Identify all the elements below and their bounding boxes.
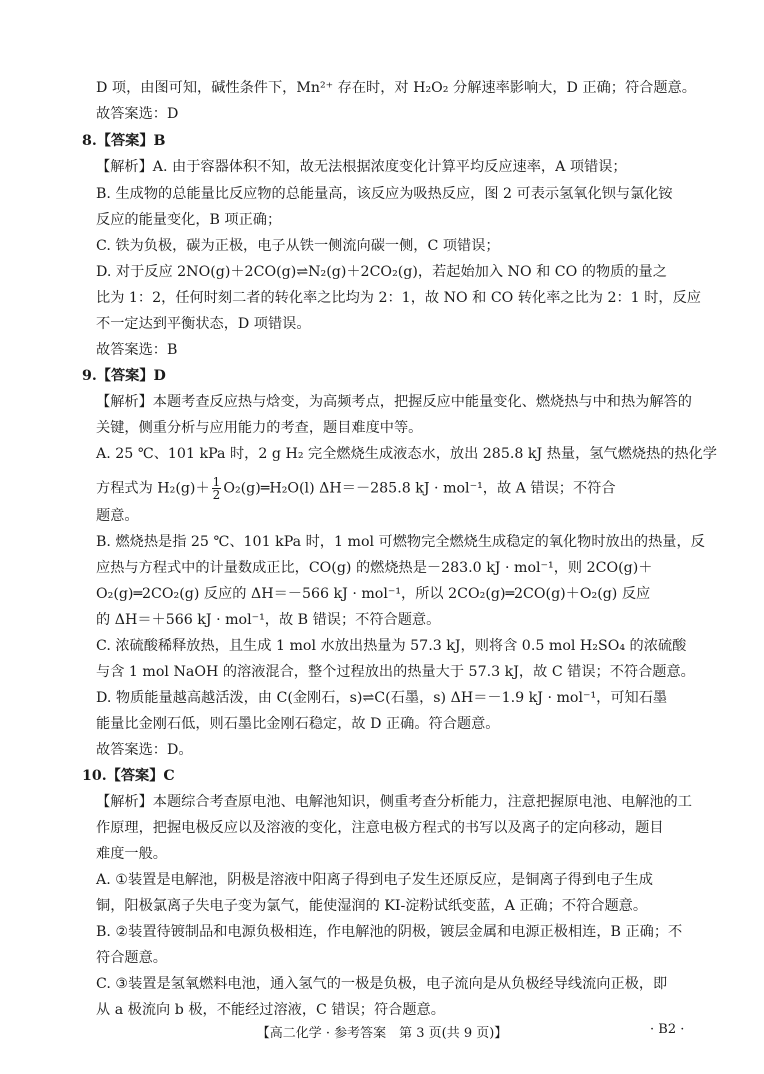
text-line: O₂(g)═2CO₂(g) 反应的 ΔH＝－566 kJ · mol⁻¹，所以 2CO₂(g)═2CO(g)＋O₂(g) 反应 [96, 586, 651, 602]
text-line: 关键，侧重分析与应用能力的考查，题目难度中等。 [96, 420, 423, 436]
text-line: 故答案选：B [96, 342, 178, 358]
text-line: 难度一般。 [96, 846, 167, 862]
text-line: 题意。 [96, 508, 139, 524]
text-line: 的 ΔH＝＋566 kJ · mol⁻¹，故 B 错误；不符合题意。 [96, 612, 441, 628]
text-line: 应热与方程式中的计量数成正比，CO(g) 的燃烧热是－283.0 kJ · mol⁻¹，则 2CO(g)＋ [96, 560, 653, 576]
text-line: A. 25 ℃、101 kPa 时，2 g H₂ 完全燃烧生成液态水，放出 285.8 kJ 热量，氢气燃烧热的热化学 [96, 446, 717, 462]
text-line: 符合题意。 [96, 950, 167, 966]
text-line: 8.【答案】B [82, 133, 166, 149]
text-line: D. 物质能量越高越活泼，由 C(金刚石，s)⇌C(石墨，s) ΔH＝－1.9 kJ · mol⁻¹，可知石墨 [96, 690, 668, 706]
footer-page-info: 【高二化学 · 参考答案 第 3 页(共 9 页)】 [256, 1026, 508, 1041]
text-line: D 项，由图可知，碱性条件下，Mn²⁺ 存在时，对 H₂O₂ 分解速率影响大，D 正确；符合题意。 [96, 80, 696, 96]
text-line: 与含 1 mol NaOH 的溶液混合，整个过程放出的热量大于 57.3 kJ，故 C 错误；不符合题意。 [96, 664, 695, 680]
text-line: B. 生成物的总能量比反应物的总能量高，该反应为吸热反应，图 2 可表示氢氧化钡与氯化铵 [96, 186, 673, 202]
text-line: 【解析】本题考查反应热与焓变，为高频考点，把握反应中能量变化、燃烧热与中和热为解答的 [96, 394, 692, 410]
text-line: 方程式为 H₂(g)＋ $\frac{1}{2}$ O₂(g)═H₂O(l) ΔH＝－285.8 kJ · mol⁻¹，故 A 错误；不符合 [96, 475, 616, 502]
text-line: 故答案选：D。 [96, 742, 193, 758]
text-line: 从 a 极流向 b 极，不能经过溶液，C 错误；符合题意。 [96, 1002, 445, 1018]
text-line: 铜，阳极氯离子失电子变为氯气，能使湿润的 KI-淀粉试纸变蓝，A 正确；不符合题意。 [96, 898, 648, 914]
text-line: 比为 1：2，任何时刻二者的转化率之比均为 2：1，故 NO 和 CO 转化率之比为 2：1 时，反应 [96, 290, 701, 306]
text-line: 能量比金刚石低，则石墨比金刚石稳定，故 D 正确。符合题意。 [96, 716, 500, 732]
text-line: 故答案选：D [96, 106, 179, 122]
text-line: B. 燃烧热是指 25 ℃、101 kPa 时，1 mol 可燃物完全燃烧生成稳定的氧化物时放出的热量，反 [96, 534, 705, 550]
text-line: C. 浓硫酸稀释放热，且生成 1 mol 水放出热量为 57.3 kJ，则将含 0.5 mol H₂SO₄ 的浓硫酸 [96, 638, 687, 654]
text-line: C. ③装置是氢氧燃料电池，通入氢气的一极是负极，电子流向是从负极经导线流向正极，即 [96, 976, 668, 992]
text-line: 【解析】A. 由于容器体积不知，故无法根据浓度变化计算平均反应速率，A 项错误； [96, 159, 627, 175]
text-line: 【解析】本题综合考查原电池、电解池知识，侧重考查分析能力，注意把握原电池、电解池的工 [96, 794, 692, 810]
text-line: 作原理，把握电极反应以及溶液的变化，注意电极方程式的书写以及离子的定向移动，题目 [96, 820, 664, 836]
text-line: A. ①装置是电解池，阴极是溶液中阳离子得到电子发生还原反应，是铜离子得到电子生成 [96, 872, 653, 888]
text-line: C. 铁为负极，碳为正极，电子从铁一侧流向碳一侧，C 项错误； [96, 238, 500, 254]
footer-code: · B2 · [650, 1022, 685, 1037]
text-line: B. ②装置待镀制品和电源负极相连，作电解池的阴极，镀层金属和电源正极相连，B 正确；不 [96, 924, 683, 940]
text-line: 9.【答案】D [82, 368, 166, 384]
text-line: 反应的能量变化，B 项正确； [96, 212, 282, 228]
text-line: 不一定达到平衡状态，D 项错误。 [96, 316, 311, 332]
text-line: D. 对于反应 2NO(g)＋2CO(g)⇌N₂(g)＋2CO₂(g)，若起始加入 NO 和 CO 的物质的量之 [96, 264, 667, 280]
fraction: $\frac{1}{2}$ [212, 475, 221, 502]
text-line: 10.【答案】C [82, 768, 175, 784]
page-footer [0, 1022, 764, 1041]
